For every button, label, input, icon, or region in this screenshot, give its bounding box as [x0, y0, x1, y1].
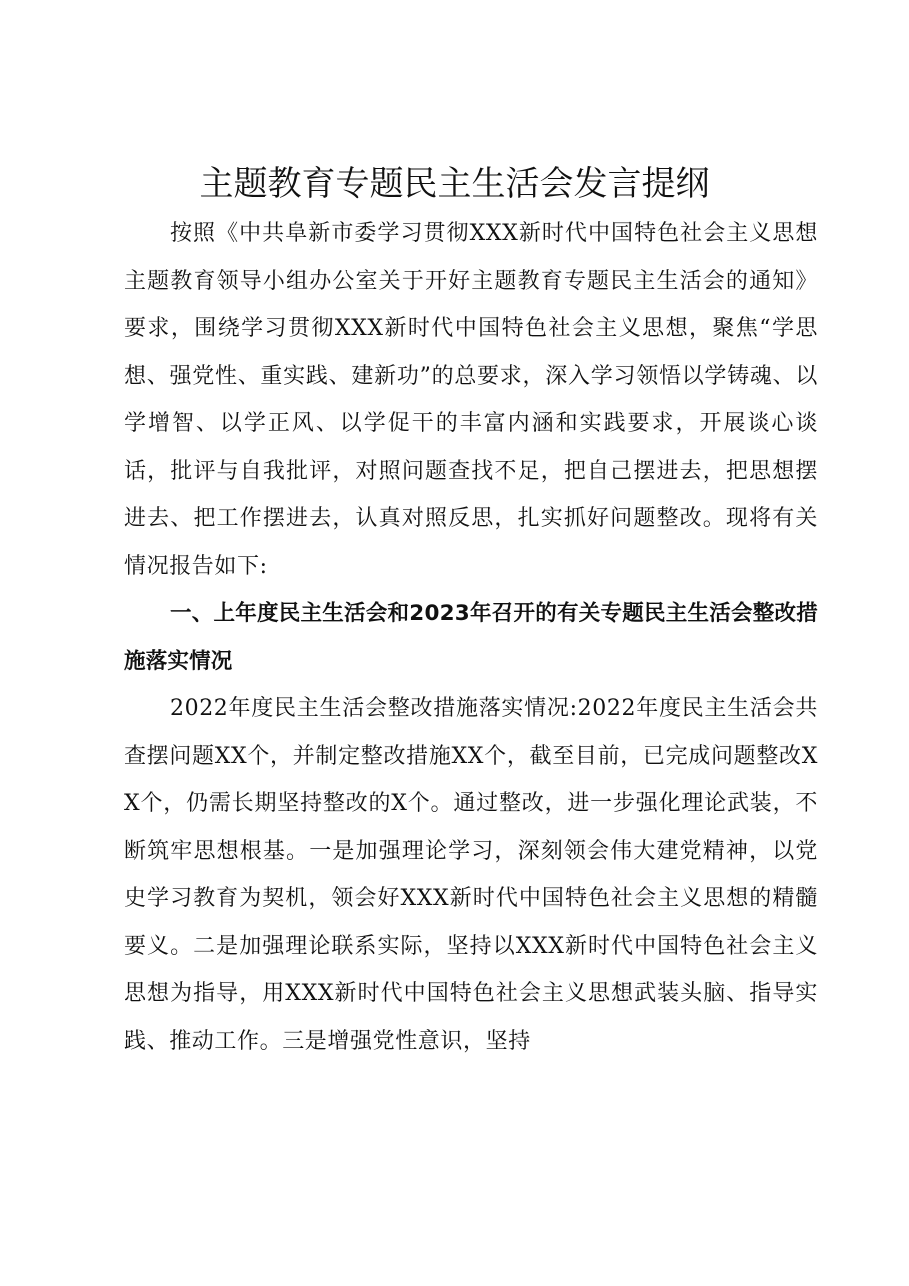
document-title: 主题教育专题民主生活会发言提纲 — [199, 164, 710, 204]
intro-paragraph: 按照《中共阜新市委学习贯彻XXX新时代中国特色社会主义思想主题教育领导小组办公室关于开好主题教育专题民主生活会的通知》要求，围绕学习贯彻XXX新时代中国特色社会主义思想，聚焦“学思想、强党性、重实践、建新功”的总要求，深入学习领悟以学铸魂、以学增智、以学正风、以学促干的丰富内涵和实践要求，开展谈心谈话，批评与自我批评，对照问题查找不足，把自己摆进去，把思想摆进去、把工作摆进去，认真对照反思，扎实抓好问题整改。现将有关情况报告如下: — [124, 221, 818, 579]
document-body — [124, 210, 818, 1065]
section-1-heading: 一、上年度民主生活会和2023年召开的有关专题民主生活会整改措施落实情况 — [124, 601, 818, 674]
section-1-paragraph: 2022年度民主生活会整改措施落实情况:2022年度民主生活会共查摆问题XX个，并制定整改措施XX个，截至目前，已完成问题整改XX个，仍需长期坚持整改的X个。通过整改，进一步强化理论武装，不断筑牢思想根基。一是加强理论学习，深刻领会伟大建党精神，以党史学习教育为契机，领会好XXX新时代中国特色社会主义思想的精髓要义。二是加强理论联系实际，坚持以XXX新时代中国特色社会主义思想为指导，用XXX新时代中国特色社会主义思想武装头脑、指导实践、推动工作。三是增强党性意识，坚持 — [124, 696, 818, 1054]
